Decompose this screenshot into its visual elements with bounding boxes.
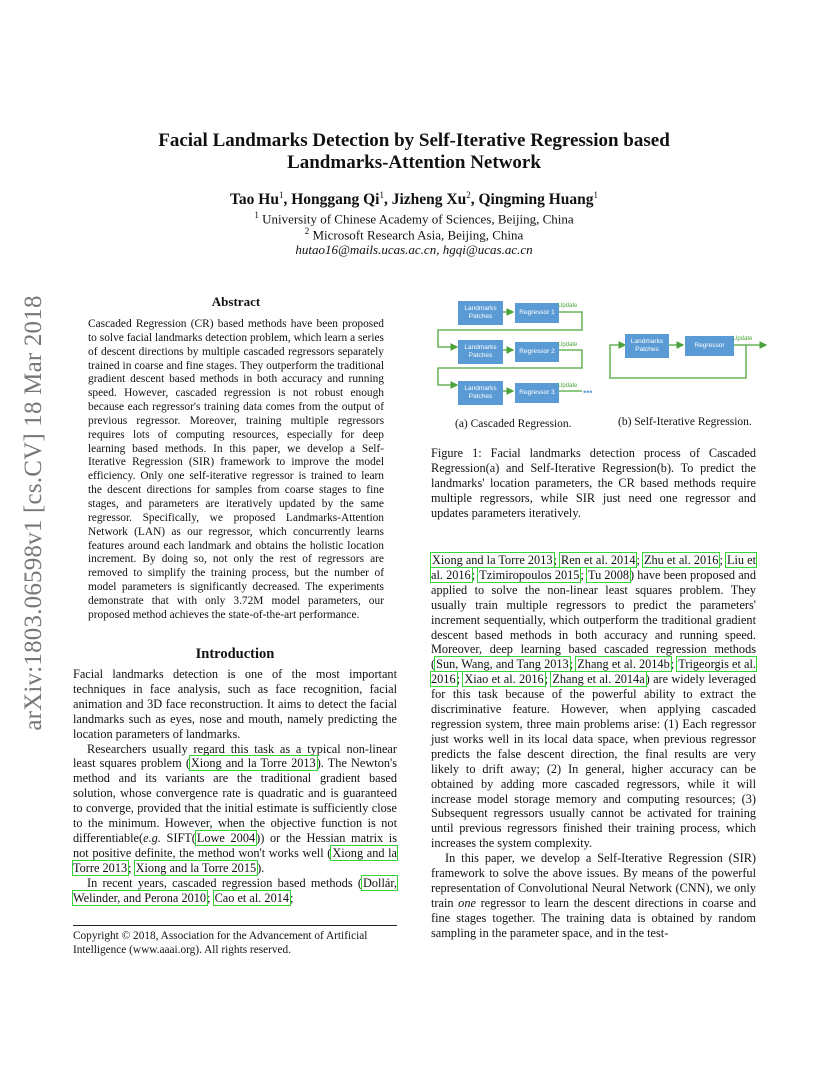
text-run: ; — [636, 553, 643, 567]
text-run: In this paper, we develop a Self-Iterative Regression (SIR) framework to solve the above issues. By means of the powerful representation of Convolutional Neural Network (CNN), we only train — [431, 851, 756, 910]
citation-link[interactable]: Ren et al. 2014 — [561, 553, 636, 567]
subcaption-a: (a) Cascaded Regression. — [455, 418, 572, 430]
abstract-text: Cascaded Regression (CR) based methods have been proposed to solve facial landmarks detection problem, which learn a series of descent directions by multiple cascaded regressors separately trained in coarse and fine stages. They outperform the traditional gradient descent based methods in both accuracy and running speed. However, cascaded regression is not robust enough because each regressor's training data comes from the output of previous regressor. Moreover, training multiple regressors requires lots of computing resources, especially for deep learning based methods. In this paper, we develop a Self-Iterative Regression (SIR) framework to improve the model efficiency. Only one self-iterative regressor is trained to learn the descent directions for samples from coarse stages to fine stages, and parameters are iteratively updated by the same regressor. Specifically, we proposed Landmarks-Attention Network (LAN) as our regressor, which concurrently learns features around each landmark and obtains the holistic location increment. By doing so, not only the rest of regressors are removed to simplify the training process, but the number of model parameters is significantly decreased. The experiments demonstrate that with only 3.72M model parameters, our proposed method achieves the state-of-the-art performance. — [88, 318, 384, 621]
arxiv-id: arXiv:1803.06598v1 [cs.CV] 18 Mar 2018 — [20, 295, 47, 731]
text-run: Researchers usually regard this task as a typical non-linear least squares problem ( — [73, 741, 397, 771]
text-run: In recent years, cascaded regression based methods ( — [87, 875, 362, 890]
copyright-notice: Copyright © 2018, Association for the Advancement of Artificial Intelligence (www.aaai.org). All rights reserved. — [73, 925, 397, 957]
text-run: one — [458, 895, 476, 910]
landmarks-patches-box-1: Landmarks Patches — [458, 301, 503, 325]
citation-link[interactable]: Cao et al. 2014 — [214, 890, 290, 905]
figure-1-caption: Figure 1: Facial landmarks detection process of Cascaded Regression(a) and Self-Iterative Regression(b). To predict the landmarks' location parameters, the CR based methods require multiple regressors, while SIR just need one regressor and updates parameters iteratively. — [431, 446, 756, 520]
abstract-heading: Abstract — [211, 294, 261, 309]
aff1-sup: 1 — [254, 210, 259, 220]
citation-link[interactable]: Sun, Wang, and Tang 2013 — [436, 657, 569, 672]
aff2-text: Microsoft Research Asia, Beijing, China — [312, 227, 524, 243]
text-run: ). — [257, 860, 265, 875]
author-1-sup: 1 — [278, 190, 284, 200]
author-2-sup: 1 — [379, 190, 384, 200]
affiliation-1 — [120, 210, 708, 227]
regressor-box-sir: Regressor — [685, 336, 734, 356]
text-run: ) have been proposed and applied to solve the non-linear least squares problem. They usually train multiple regressors to predict the parameters' increment sequentially, which outperform the traditional gradient descent based methods in both accuracy and running speed. Moreover, deep learning based cascaded regression methods ( — [431, 567, 756, 672]
intro-paragraph-2 — [73, 742, 397, 876]
subcaption-b: (b) Self-Iterative Regression. — [618, 416, 752, 428]
author-emails: hutao16@mails.ucas.ac.cn, hgqi@ucas.ac.cn — [295, 242, 533, 257]
update-label-2: Update — [558, 342, 578, 348]
author-4-sup: 1 — [593, 190, 598, 200]
continuation-dots: ••• — [583, 387, 593, 397]
title-line-1: Facial Landmarks Detection by Self-Iterative Regression based — [158, 130, 670, 151]
citation-link[interactable]: Xiong and la Torre 2013 — [190, 756, 316, 771]
text-run: ; — [670, 657, 678, 672]
text-run: SIFT( — [160, 830, 196, 845]
citation-link[interactable]: Lowe 2004 — [196, 830, 256, 845]
text-run: ; — [544, 672, 552, 687]
citation-link[interactable]: Zhang et al. 2014a — [552, 672, 645, 687]
citation-link[interactable]: Dollár, Welinder, and Perona 2010 — [73, 875, 397, 905]
update-label-3: Update — [558, 383, 578, 389]
author-3-sup: 2 — [466, 190, 471, 200]
paper-title — [120, 130, 708, 174]
regressor-3-box: Regressor 3 — [515, 383, 559, 403]
right-paragraph-1 — [431, 553, 756, 851]
title-line-2: Landmarks-Attention Network — [287, 152, 541, 173]
arxiv-sidebar — [14, 278, 54, 748]
text-run: ; — [456, 672, 464, 687]
text-run: ; — [553, 553, 561, 567]
text-run: ; — [128, 860, 135, 875]
introduction-heading: Introduction — [195, 646, 275, 662]
text-run: e.g. — [143, 830, 161, 845]
citation-link[interactable]: Zhang et al. 2014b — [577, 657, 670, 672]
right-column-body — [431, 553, 756, 941]
text-run: ; — [207, 890, 214, 905]
author-4: Qingming Huang — [478, 191, 594, 209]
intro-paragraph-3 — [73, 876, 397, 906]
update-label-1: Update — [558, 303, 578, 309]
authors: Tao Hu$^1$, Honggang Qi$^1$, Jizheng Xu$^2$, Qingming Huang$^1$ — [229, 190, 598, 209]
citation-link[interactable]: Tu 2008 — [588, 567, 629, 582]
aff1-text: University of Chinese Academy of Sciences, Beijing, China — [262, 211, 574, 227]
text-run: ; — [580, 567, 588, 582]
citation-link[interactable]: Xiong and la Torre 2015 — [135, 860, 257, 875]
text-run: ; — [471, 567, 479, 582]
text-run: ) are widely leveraged for this task because of the powerful ability to extract the discriminative feature. However, when applying cascaded regression system, three main problems arise: (1) Each regressor just works well in its local data space, when previous regressor predicts the false descent direction, the final results are very likely to drift away; (2) In general, higher accuracy can be obtained by adding more cascaded regressors, while it will increase model storage memory and computing resources; (3) Subsequent regressors usually cannot be activated for training until previous regressors finished their training process, which increases the system complexity. — [431, 672, 756, 851]
text-run: ; — [569, 657, 577, 672]
author-3: Jizheng Xu — [391, 191, 467, 209]
update-label-sir: Update — [733, 336, 753, 342]
citation-link[interactable]: Liu et al. 2016 — [431, 553, 756, 582]
landmarks-patches-box-sir: Landmarks Patches — [625, 334, 669, 358]
citation-link[interactable]: Xiong and la Torre 2013 — [73, 845, 397, 875]
author-1: Tao Hu — [229, 191, 279, 209]
text-run: )) or the Hessian matrix is not positive definite, the method won't works well ( — [73, 830, 397, 860]
author-2: Honggang Qi — [291, 191, 380, 209]
text-run: ). The Newton's method and its variants are the traditional gradient based solution, whose convergence rate is quadratic and is guaranteed to converge, provided that the initial estimate is sufficiently close to the minimum. However, when the objective function is not differentiable( — [73, 756, 397, 845]
affiliation-2 — [120, 226, 708, 243]
citation-link[interactable]: Trigeorgis et al. 2016 — [431, 657, 756, 687]
citation-link[interactable]: Zhu et al. 2016 — [643, 553, 719, 567]
regressor-1-box: Regressor 1 — [515, 303, 559, 323]
text-run: regressor to learn the descent directions in coarse and fine stages together. The training data is obtained by random sampling in the parameter space, and in the test- — [431, 895, 756, 940]
citation-link[interactable]: Tzimiropoulos 2015 — [479, 567, 580, 582]
text-run: ; — [290, 890, 294, 905]
citation-link[interactable]: Xiong and la Torre 2013 — [432, 553, 553, 567]
text-run: ; — [719, 553, 726, 567]
right-paragraph-2 — [431, 851, 756, 940]
citation-link[interactable]: Xiao et al. 2016 — [464, 672, 544, 687]
landmarks-patches-box-3: Landmarks Patches — [458, 381, 503, 405]
regressor-2-box: Regressor 2 — [515, 342, 559, 362]
aff2-sup: 2 — [304, 226, 310, 236]
introduction-body — [73, 667, 397, 906]
figure-1 — [430, 295, 775, 435]
intro-paragraph-1: Facial landmarks detection is one of the most important techniques in face analysis, such as face recognition, facial animation and 3D face reconstruction. It aims to detect the facial landmarks such as eyes, nose and mouth, namely predicting the location parameters of landmarks. — [73, 667, 397, 741]
landmarks-patches-box-2: Landmarks Patches — [458, 340, 503, 364]
